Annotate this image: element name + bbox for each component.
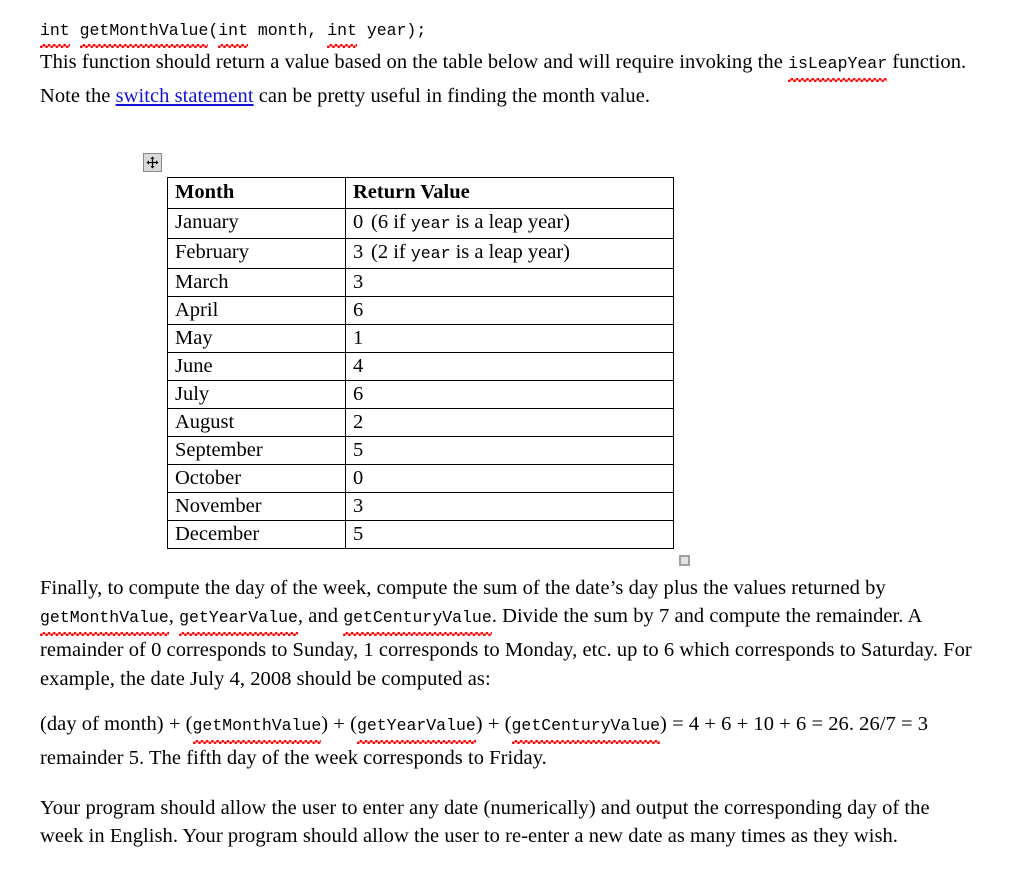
formula-part-3: ) + ( — [475, 713, 512, 735]
table-row — [168, 465, 674, 493]
cell-month: January — [168, 209, 346, 239]
table-row — [168, 269, 674, 297]
intro-sentence-2a: function. Note the — [40, 51, 967, 107]
table-row — [168, 239, 674, 269]
table-resize-handle[interactable] — [679, 555, 690, 566]
code-keyword-int-3: int — [327, 17, 357, 48]
return-value-number: 3 — [353, 271, 364, 293]
table-row — [168, 493, 674, 521]
computation-sep-2: , and — [297, 605, 344, 628]
formula-part-4: ) = 4 + 6 + 10 + 6 = 26. 26/7 = 3 remainder 5. The fifth day of the week corresponds to Friday. — [40, 713, 929, 770]
return-value-number: 3 — [353, 241, 364, 263]
table-row — [168, 521, 674, 549]
table-row — [168, 297, 674, 325]
computation-text-1: Finally, to compute the day of the week, compute the sum of the date’s day plus the values returned by — [40, 577, 886, 599]
code-param-year: year); — [356, 21, 427, 40]
table-move-handle[interactable] — [143, 153, 162, 172]
code-getmonthvalue: getMonthValue — [80, 17, 209, 48]
cell-return-value — [346, 437, 674, 465]
return-value-number: 0 — [353, 467, 364, 489]
return-value-number: 2 — [353, 411, 364, 433]
table-header-row — [168, 178, 674, 209]
table-row — [168, 437, 674, 465]
table-row — [168, 209, 674, 239]
table-row — [168, 325, 674, 353]
table-row — [168, 381, 674, 409]
cell-month: August — [168, 409, 346, 437]
cell-month: March — [168, 269, 346, 297]
cell-return-value — [346, 325, 674, 353]
return-value-number: 4 — [353, 355, 364, 377]
cell-month: April — [168, 297, 346, 325]
leap-note-code-year: year — [410, 214, 451, 233]
table-row — [168, 353, 674, 381]
intro-paragraph — [40, 48, 975, 110]
code-keyword-int-1: int — [40, 17, 70, 48]
return-value-number: 5 — [353, 523, 364, 545]
code-keyword-int-2: int — [218, 17, 248, 48]
computation-text-2: . Divide the sum by 7 and compute the remainder. A remainder of 0 corresponds to Sunday, 1 corresponds to Monday, etc. up to 6 which corresponds to Saturday. For example, the date July 4, 2008 should be computed as: — [40, 605, 972, 690]
return-value-number: 5 — [353, 439, 364, 461]
cell-return-value — [346, 409, 674, 437]
code-isleapyear: isLeapYear — [788, 50, 887, 82]
return-value-number: 6 — [353, 299, 364, 321]
function-signature-line — [40, 16, 975, 48]
switch-statement-link[interactable]: switch statement — [115, 85, 254, 107]
cell-return-value — [346, 521, 674, 549]
intro-sentence-1: This function should return a value based on the table below and will require invoking the — [40, 51, 783, 73]
computation-sep-1: , — [168, 605, 180, 628]
cell-month: October — [168, 465, 346, 493]
cell-return-value — [346, 353, 674, 381]
code-getcenturyvalue-ref: getCenturyValue — [343, 604, 492, 636]
return-value-number: 3 — [353, 495, 364, 517]
intro-block — [40, 16, 975, 110]
table-header-month: Month — [168, 178, 346, 209]
return-value-number: 0 — [353, 211, 364, 233]
cell-month: February — [168, 239, 346, 269]
cell-return-value — [346, 493, 674, 521]
cell-return-value — [346, 209, 674, 239]
month-return-value-table-wrapper — [167, 177, 673, 549]
cell-return-value — [346, 465, 674, 493]
cell-month: November — [168, 493, 346, 521]
intro-sentence-2b: can be pretty useful in finding the month value. — [253, 85, 651, 107]
table-header-return-value: Return Value — [346, 178, 674, 209]
table-row — [168, 409, 674, 437]
computation-paragraph — [40, 574, 975, 693]
cell-return-value — [346, 269, 674, 297]
return-value-number: 6 — [353, 383, 364, 405]
table-body — [168, 209, 674, 549]
cell-month: July — [168, 381, 346, 409]
code-getmonthvalue-ref: getMonthValue — [40, 604, 169, 636]
formula-example-paragraph — [40, 710, 980, 772]
code-getmonthvalue-formula: getMonthValue — [193, 712, 322, 744]
leap-note-code-year: year — [410, 244, 451, 263]
code-getyearvalue-ref: getYearValue — [179, 604, 298, 636]
leap-note-prefix: (2 if — [371, 241, 411, 263]
month-return-value-table — [167, 177, 674, 549]
code-open-paren: ( — [208, 21, 219, 40]
cell-month: June — [168, 353, 346, 381]
closing-paragraph: Your program should allow the user to enter any date (numerically) and output the corresponding day of the week in English. Your program should allow the user to re-enter a new date as many times as they wish. — [40, 797, 930, 848]
cell-month: September — [168, 437, 346, 465]
formula-part-1: (day of month) + ( — [40, 713, 193, 735]
leap-note-suffix: is a leap year) — [450, 241, 570, 263]
cell-return-value — [346, 297, 674, 325]
code-getcenturyvalue-formula: getCenturyValue — [512, 712, 661, 744]
cell-return-value — [346, 239, 674, 269]
return-value-number: 1 — [353, 327, 364, 349]
cell-month: May — [168, 325, 346, 353]
code-space-1 — [70, 21, 80, 40]
leap-note-suffix: is a leap year) — [450, 211, 570, 233]
formula-part-2: ) + ( — [321, 713, 357, 735]
move-four-arrows-icon — [146, 156, 159, 169]
code-getyearvalue-formula: getYearValue — [357, 712, 476, 744]
cell-return-value — [346, 381, 674, 409]
cell-month: December — [168, 521, 346, 549]
code-param-month: month, — [247, 21, 328, 40]
leap-note-prefix: (6 if — [371, 211, 411, 233]
